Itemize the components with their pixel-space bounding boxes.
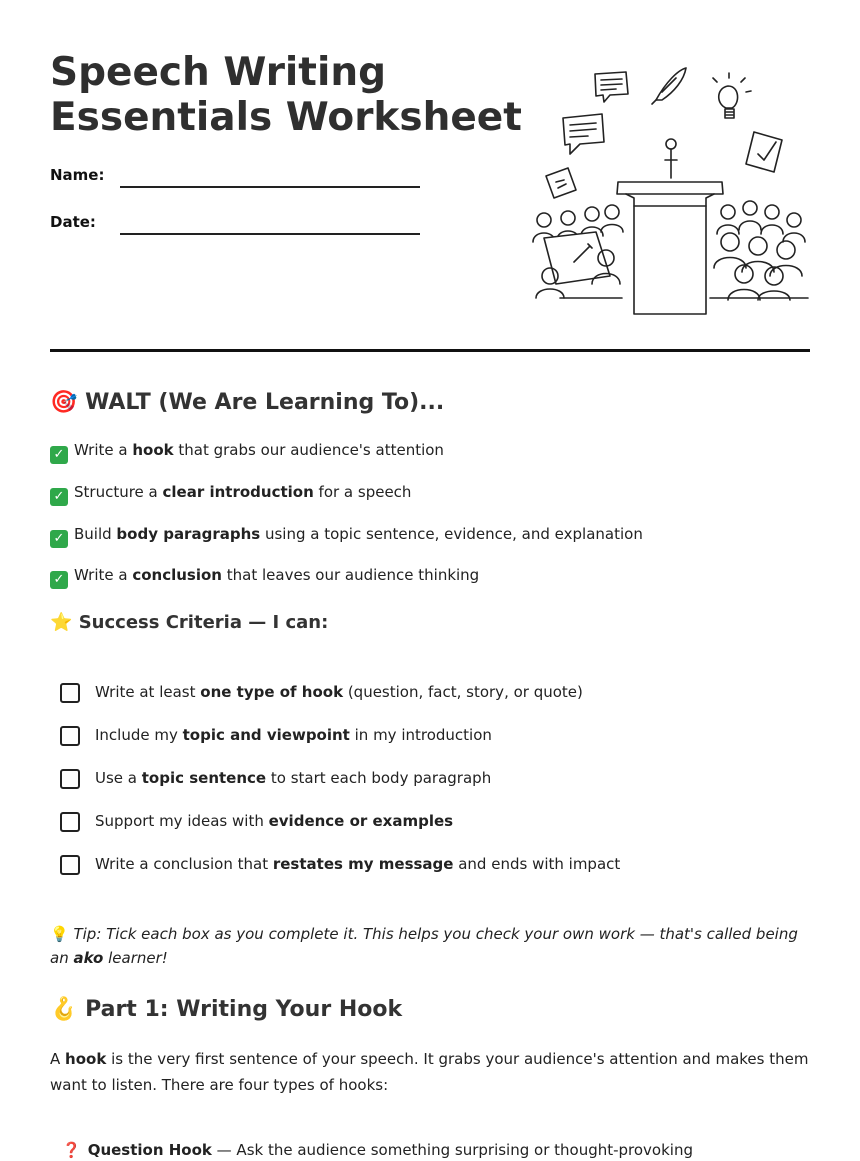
date-label: Date: (50, 213, 96, 231)
quill-icon (652, 68, 686, 104)
walt-heading (50, 390, 444, 415)
checkmark-icon: ✓ (50, 571, 68, 589)
name-label: Name: (50, 166, 105, 184)
tip-text: 💡 Tip: Tick each box as you complete it. This helps you check your own work — that's called being an ako learner! (50, 925, 798, 967)
criteria-checkbox[interactable] (60, 812, 80, 832)
walt-item-4: ✓ Write a conclusion that leaves our audience thinking (50, 566, 479, 589)
criteria-item-2: Include my topic and viewpoint in my introduction (60, 726, 492, 746)
checkmark-icon: ✓ (50, 530, 68, 548)
criteria-checkbox[interactable] (60, 769, 80, 789)
date-line[interactable] (120, 233, 420, 235)
walt-item-1: ✓ Write a hook that grabs our audience's attention (50, 441, 444, 464)
title-line-1: Speech Writing (50, 50, 386, 95)
sticky-note-icon (546, 168, 576, 198)
criteria-checkbox[interactable] (60, 726, 80, 746)
podium-icon (617, 182, 723, 314)
speaker-podium-illustration (530, 62, 810, 322)
audience-right-icon (710, 201, 808, 300)
checkmark-icon: ✓ (50, 446, 68, 464)
hook-icon: 🪝 (50, 997, 78, 1022)
walt-item-3: ✓ Build body paragraphs using a topic sentence, evidence, and explanation (50, 525, 643, 548)
checklist-note-icon (746, 132, 782, 172)
hook-intro-paragraph: A hook is the very first sentence of your speech. It grabs your audience's attention and makes them want to listen. There are four types of hooks: (50, 1050, 809, 1094)
target-icon: 🎯 (50, 390, 78, 415)
criteria-checkbox[interactable] (60, 683, 80, 703)
title-line-2: Essentials Worksheet (50, 95, 522, 140)
part1-title: Part 1: Writing Your Hook (85, 997, 403, 1022)
criteria-item-3: Use a topic sentence to start each body paragraph (60, 769, 491, 789)
microphone-icon (665, 139, 677, 178)
light-bulb-icon: 💡 (50, 925, 69, 943)
success-criteria-heading (50, 612, 328, 633)
criteria-item-4: Support my ideas with evidence or examples (60, 812, 453, 832)
star-icon: ⭐ (50, 612, 73, 633)
success-criteria-title: Success Criteria — I can: (78, 612, 329, 633)
walt-title: WALT (We Are Learning To)... (85, 390, 445, 415)
walt-item-2: ✓ Structure a clear introduction for a speech (50, 483, 411, 506)
question-hook-item: ❓ Question Hook — Ask the audience something surprising or thought-provoking (62, 1141, 693, 1159)
name-line[interactable] (120, 186, 420, 188)
light-bulb-icon (713, 73, 751, 118)
part1-heading (50, 997, 402, 1022)
worksheet-title (50, 50, 522, 140)
audience-left-icon (533, 205, 623, 298)
criteria-checkbox[interactable] (60, 855, 80, 875)
criteria-item-1: Write at least one type of hook (question, fact, story, or quote) (60, 683, 583, 703)
speech-bubble-icon (595, 72, 628, 102)
criteria-item-5: Write a conclusion that restates my message and ends with impact (60, 855, 620, 875)
chat-bubble-icon (563, 114, 604, 154)
checkmark-icon: ✓ (50, 488, 68, 506)
header-divider (50, 349, 810, 352)
question-mark-icon: ❓ (62, 1141, 81, 1159)
